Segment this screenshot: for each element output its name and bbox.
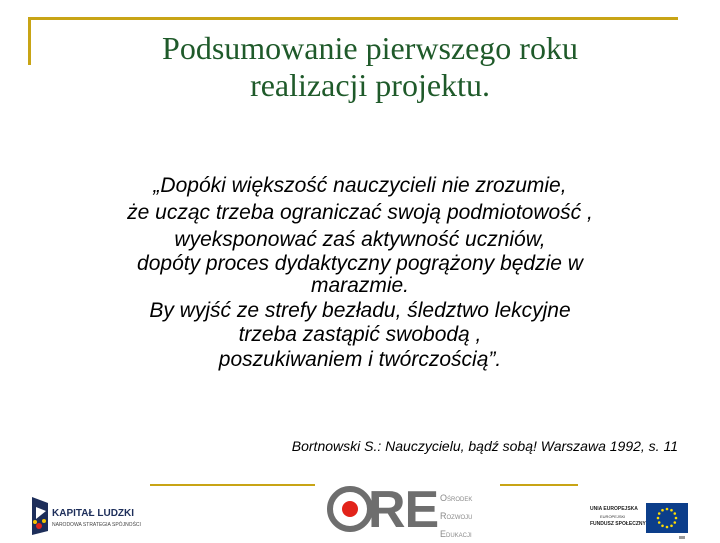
quote-line-3: wyeksponować zaś aktywność uczniów, [174, 228, 546, 251]
quote-line-4: dopóty proces dydaktyczny pogrążony będzie w [137, 252, 583, 275]
quote-line-1: „Dopóki większość nauczycieli nie zrozumie, [153, 174, 567, 197]
kapital-ludzki-subtitle: NARODOWA STRATEGIA SPÓJNOŚCI [52, 522, 141, 528]
quote-line-2: że ucząc trzeba ograniczać swoją podmiotowość , [127, 201, 593, 224]
footer-line-left [150, 484, 315, 486]
ore-word-1: Ośrodek [440, 493, 473, 503]
quote-line-5: marazmie. [310, 274, 410, 297]
quote-line-6: By wyjść ze strefy bezładu, śledztwo lekcyjne [149, 299, 571, 322]
slide-title [60, 30, 680, 104]
ore-logo-mark [326, 485, 374, 533]
ore-word-3: Edukacji [440, 529, 472, 539]
ore-logo-text: RE [368, 481, 439, 539]
footer-line-right [500, 484, 578, 486]
ore-word-2: Rozwoju [440, 511, 473, 521]
eu-small-mark [679, 536, 685, 539]
ore-words [440, 489, 473, 543]
eu-flag-icon [646, 503, 688, 533]
quote-block [20, 172, 700, 373]
top-frame-line [30, 17, 678, 20]
citation: Bortnowski S.: Nauczycielu, bądź sobą! Warszawa 1992, s. 11 [291, 438, 678, 454]
title-line-2: realizacji projektu. [250, 67, 490, 103]
title-line-1: Podsumowanie pierwszego roku [162, 30, 578, 66]
eu-line-2: EUROPEJSKI [600, 514, 626, 519]
eu-line-1: UNIA EUROPEJSKA [590, 506, 638, 512]
quote-line-8: poszukiwaniem i twórczością”. [218, 348, 502, 371]
quote-line-7: trzeba zastąpić swobodą , [238, 323, 482, 346]
kapital-ludzki-name: KAPITAŁ LUDZKI [52, 508, 135, 519]
left-frame-line [28, 17, 31, 65]
eu-line-3: FUNDUSZ SPOŁECZNY [590, 521, 646, 527]
